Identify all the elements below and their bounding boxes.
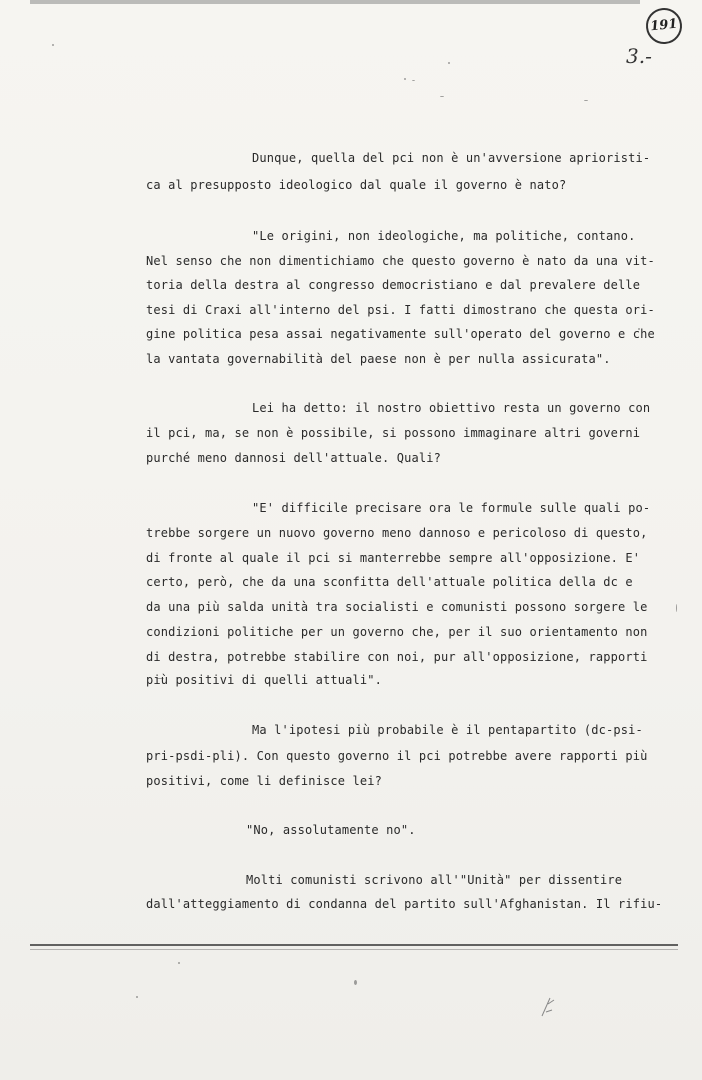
scan-speck xyxy=(178,962,180,964)
text-line: "Le origini, non ideologiche, ma politiche, contano. xyxy=(252,229,636,243)
text-line: Lei ha detto: il nostro obiettivo resta un governo con xyxy=(252,401,651,415)
text-line: ca al presupposto ideologico dal quale il governo è nato? xyxy=(146,178,567,192)
text-line: di fronte al quale il pci si manterrebbe sempre all'opposizione. E' xyxy=(146,551,641,565)
text-line: Nel senso che non dimentichiamo che questo governo è nato da una vit- xyxy=(146,254,655,268)
text-line: toria della destra al congresso democristiano e dal prevalere delle xyxy=(146,278,641,292)
text-line: dall'atteggiamento di condanna del partito sull'Afghanistan. Il rifiu- xyxy=(146,897,663,911)
text-line: di destra, potrebbe stabilire con noi, pur all'opposizione, rapporti xyxy=(146,650,648,664)
text-line: Dunque, quella del pci non è un'avversione aprioristi- xyxy=(252,151,651,165)
text-line: pri-psdi-pli). Con questo governo il pci potrebbe avere rapporti più xyxy=(146,749,648,763)
text-line: il pci, ma, se non è possibile, si possono immaginare altri governi xyxy=(146,426,641,440)
text-line: condizioni politiche per un governo che, per il suo orientamento non xyxy=(146,625,648,639)
text-line: più positivi di quelli attuali". xyxy=(146,673,382,687)
text-line: la vantata governabilità del paese non è per nulla assicurata". xyxy=(146,352,611,366)
scan-speck xyxy=(354,980,357,985)
page-stamp: 191 xyxy=(644,6,684,46)
scan-speck xyxy=(676,604,677,612)
top-edge-rule xyxy=(30,0,640,4)
page-number: 3.- xyxy=(626,44,652,68)
scan-speck xyxy=(440,96,444,97)
text-line: certo, però, che da una sconfitta dell'attuale politica della dc e xyxy=(146,575,633,589)
scan-speck xyxy=(404,78,406,80)
text-line: "E' difficile precisare ora le formule sulle quali po- xyxy=(252,501,651,515)
scan-speck xyxy=(448,62,450,64)
text-line: Ma l'ipotesi più probabile è il pentapartito (dc-psi- xyxy=(252,723,643,737)
text-line: da una più salda unità tra socialisti e comunisti possono sorgere le xyxy=(146,600,648,614)
text-line: tesi di Craxi all'interno del psi. I fatti dimostrano che questa ori- xyxy=(146,303,655,317)
text-line: positivi, come li definisce lei? xyxy=(146,774,382,788)
text-line: gine politica pesa assai negativamente sull'operato del governo e che xyxy=(146,327,655,341)
text-line: "No, assolutamente no". xyxy=(246,823,416,837)
footer-rule xyxy=(30,944,678,946)
text-line: Molti comunisti scrivono all'"Unità" per dissentire xyxy=(246,873,623,887)
scan-speck xyxy=(412,80,415,81)
scan-speck xyxy=(584,100,588,101)
footer-rule-shadow xyxy=(30,949,678,950)
text-line: trebbe sorgere un nuovo governo meno dannoso e pericoloso di questo, xyxy=(146,526,648,540)
scan-speck xyxy=(136,996,138,998)
scan-speck xyxy=(52,44,54,46)
pencil-mark-icon xyxy=(540,990,560,1020)
text-line: purché meno dannosi dell'attuale. Quali? xyxy=(146,451,441,465)
